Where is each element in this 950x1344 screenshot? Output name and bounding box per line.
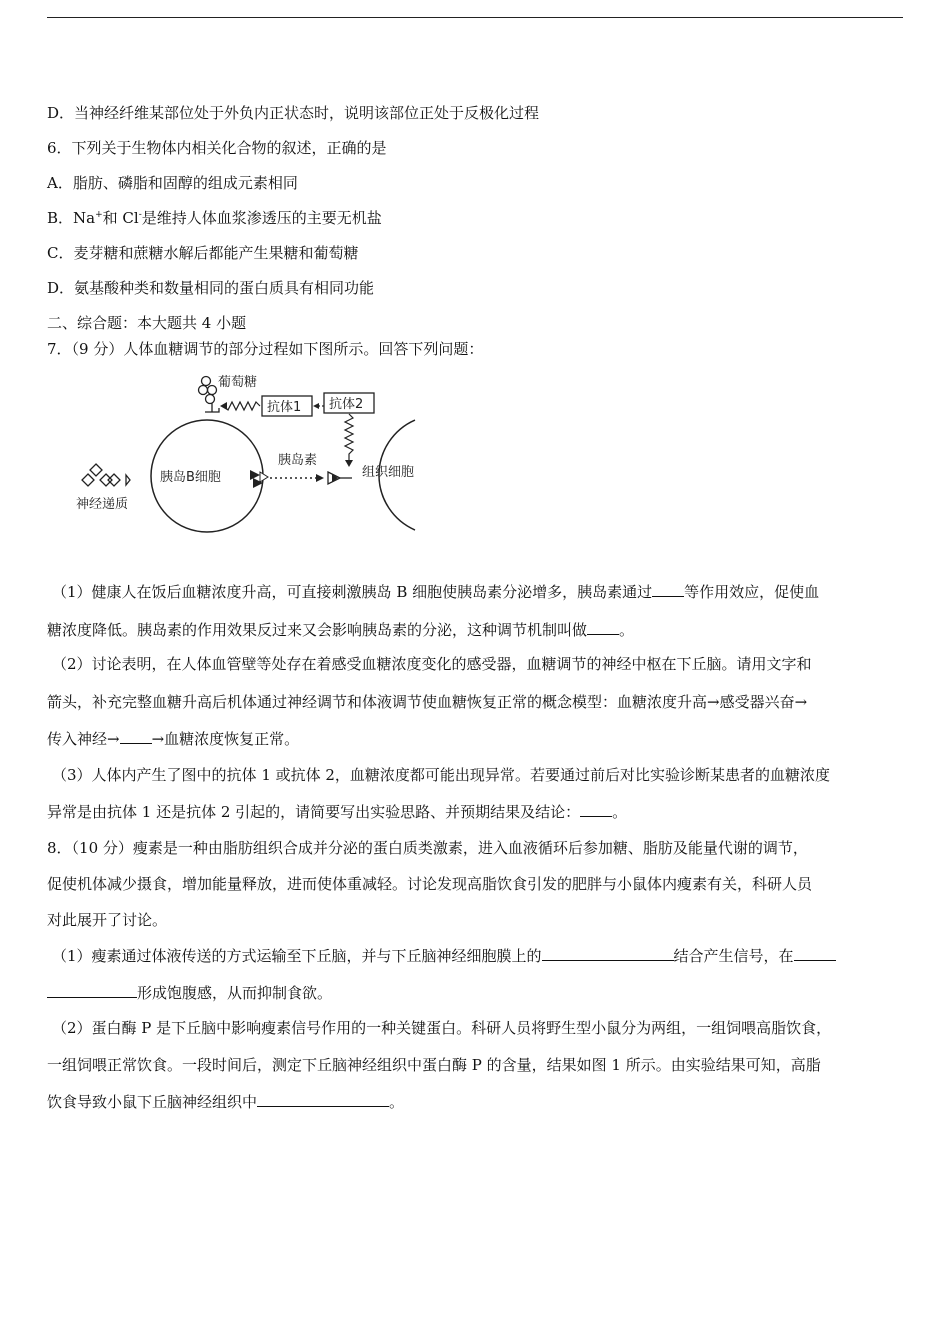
q6b-text-2: 和 Cl [102,209,139,227]
q8-part2-line3 [47,1092,903,1112]
q8-part2-line1: （2）蛋白酶 P 是下丘脑中影响瘦素信号作用的一种关键蛋白。科研人员将野生型小鼠分为两组，一组饲喂高脂饮食， [52,1019,832,1037]
q7-1-text-b: 等作用效应，促使血 [684,583,820,601]
q8-1-blank-2b[interactable] [47,983,137,998]
q7-1-blank-1[interactable] [652,582,684,597]
q6b-sup-minus: - [138,210,142,220]
q7-1-blank-2[interactable] [587,620,619,635]
q8-1-text-c: 形成饱腹感，从而抑制食欲。 [137,984,333,1002]
q7-part2-line3 [47,729,903,749]
q7-part2-line2: 箭头，补充完整血糖升高后机体通过神经调节和体液调节使血糖恢复正常的概念模型：血糖浓度升高→感受器兴奋→ [47,693,808,711]
q7-part3-line2 [47,802,903,822]
insulin-transport-arrowhead [316,474,324,482]
q7-1-text-c: 糖浓度降低。胰岛素的作用效果反过来又会影响胰岛素的分泌，这种调节机制叫做 [47,621,588,639]
glucose-label: 葡萄糖 [218,375,258,390]
q8-1-text-a: （1）瘦素通过体液传送的方式运输至下丘脑，并与下丘脑神经细胞膜上的 [52,947,542,965]
q6-option-d: D．氨基酸种类和数量相同的蛋白质具有相同功能 [47,279,375,297]
q8-2-text-c: 饮食导致小鼠下丘脑神经组织中 [47,1093,258,1111]
q6b-sup-plus: + [95,210,103,220]
q6-option-a: A．脂肪、磷脂和固醇的组成元素相同 [47,174,298,192]
insulin-label: 胰岛素 [278,453,318,468]
insulin-receptor-icon [328,472,352,484]
q8-1-text-b: 结合产生信号，在 [673,947,794,965]
q6-option-b [47,208,903,228]
q7-2-text-d: →血糖浓度恢复正常。 [151,730,300,748]
q8-1-blank-1[interactable] [542,946,674,961]
header-rule [47,17,903,18]
blood-glucose-diagram [70,368,440,543]
antibody2-arrowhead [345,460,353,467]
q7-3-text-c: 。 [612,803,628,821]
q8-part1-line1 [52,946,903,966]
glucose-icon [199,377,220,413]
q8-2-text-d: 。 [389,1093,405,1111]
neurotransmitter-icon [82,464,130,486]
antibody2-label: 抗体2 [329,397,364,412]
q6-option-c: C．麦芽糖和蔗糖水解后都能产生果糖和葡萄糖 [47,244,359,262]
antibody1-zigzag [224,402,260,410]
q7-stem: 7．（9 分）人体血糖调节的部分过程如下图所示。回答下列问题： [47,340,484,358]
q7-part1-line1 [52,582,903,602]
q8-part1-line2 [47,983,903,1003]
q5-option-d: D．当神经纤维某部位处于外负内正状态时，说明该部位正处于反极化过程 [47,104,540,122]
beta-cell-label: 胰岛B细胞 [160,470,221,485]
q8-2-blank[interactable] [257,1092,389,1107]
q7-1-text-a: （1）健康人在饭后血糖浓度升高，可直接刺激胰岛 B 细胞使胰岛素分泌增多，胰岛素通过 [52,583,653,601]
section-heading: 二、综合题：本大题共 4 小题 [47,314,247,332]
q7-1-text-d: 。 [619,621,635,639]
neurotransmitter-label: 神经递质 [76,497,129,512]
q7-part3-line1: （3）人体内产生了图中的抗体 1 或抗体 2，血糖浓度都可能出现异常。若要通过前后对比实验诊断某患者的血糖浓度 [52,766,830,784]
antibody-link-arrowhead [313,403,319,409]
antibody2-zigzag [345,414,353,462]
q6b-text-3: 是维持人体血浆渗透压的主要无机盐 [141,209,382,227]
q8-part2-line2: 一组饲喂正常饮食。一段时间后，测定下丘脑神经组织中蛋白酶 P 的含量，结果如图 1 所示。由实验结果可知，高脂 [47,1056,821,1074]
tissue-cell-label: 组织细胞 [362,465,415,480]
q7-2-blank[interactable] [120,729,152,744]
q8-stem-line3: 对此展开了讨论。 [47,911,168,929]
q6b-text-1: B．Na [47,209,96,227]
q8-stem-line2: 促使机体减少摄食，增加能量释放，进而使体重减轻。讨论发现高脂饮食引发的肥胖与小鼠体内瘦素有关，科研人员 [47,875,813,893]
q6-stem: 6．下列关于生物体内相关化合物的叙述，正确的是 [47,139,387,157]
q7-2-text-c: 传入神经→ [47,730,120,748]
q7-part1-line2 [47,620,903,640]
q7-3-blank[interactable] [580,802,612,817]
antibody1-arrowhead [220,402,227,410]
q8-1-blank-2a[interactable] [794,946,836,961]
q8-stem-line1: 8．（10 分）瘦素是一种由脂肪组织合成并分泌的蛋白质类激素，进入血液循环后参加糖、脂肪及能量代谢的调节， [47,839,808,857]
q7-part2-line1: （2）讨论表明，在人体血管壁等处存在着感受血糖浓度变化的感受器，血糖调节的神经中枢在下丘脑。请用文字和 [52,655,812,673]
antibody1-label: 抗体1 [267,400,302,415]
q7-3-text-b: 异常是由抗体 1 还是抗体 2 引起的，请简要写出实验思路、并预期结果及结论： [47,803,581,821]
